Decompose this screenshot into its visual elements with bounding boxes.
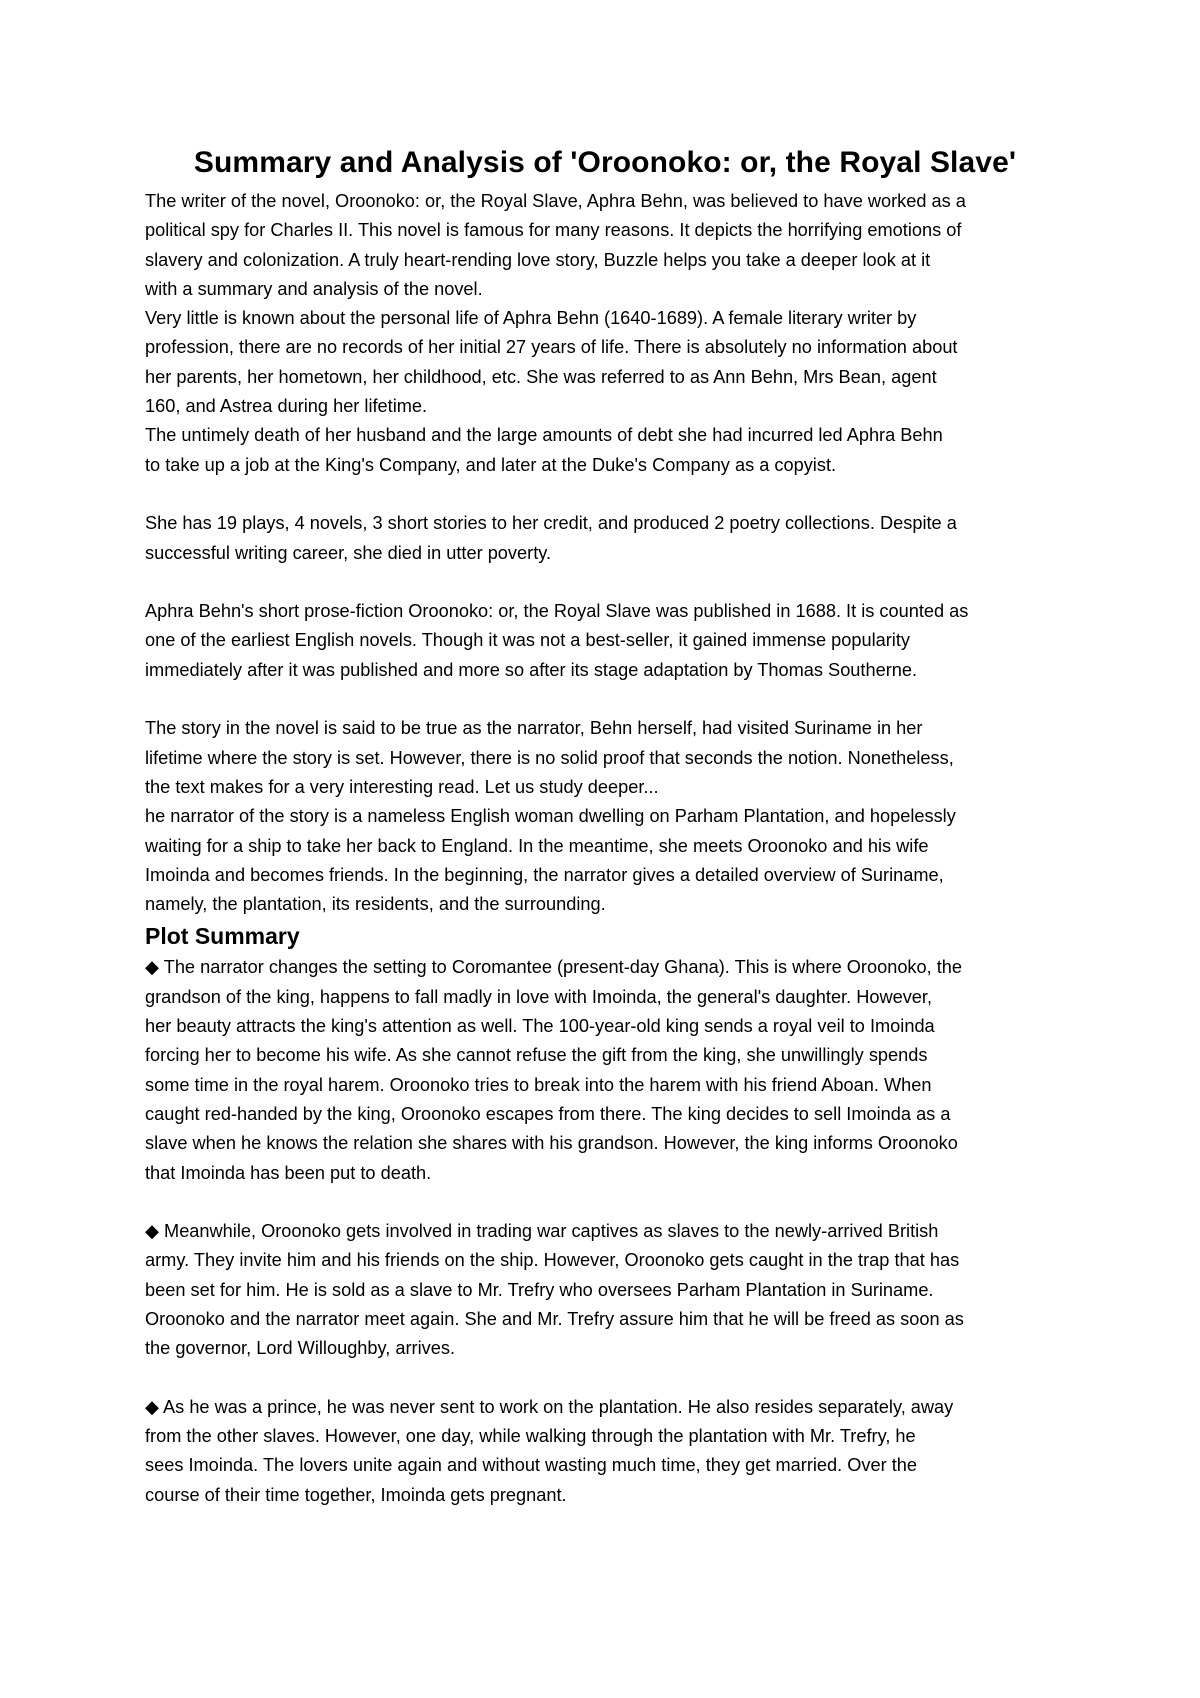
text-line: some time in the royal harem. Oroonoko tries to break into the harem with his friend Aboan. When [145, 1074, 932, 1095]
text-line: to take up a job at the King's Company, and later at the Duke's Company as a copyist. [145, 454, 837, 475]
text-line: waiting for a ship to take her back to England. In the meantime, she meets Oroonoko and his wife [145, 835, 929, 856]
text-line: ◆ Meanwhile, Oroonoko gets involved in trading war captives as slaves to the newly-arrived British [145, 1221, 939, 1242]
text-line: the governor, Lord Willoughby, arrives. [145, 1338, 456, 1359]
text-line: one of the earliest English novels. Though it was not a best-seller, it gained immense popularity [145, 630, 910, 651]
paragraph-gap [145, 1364, 1065, 1393]
plot-paragraph [145, 953, 1065, 1187]
text-line: slavery and colonization. A truly heart-rending love story, Buzzle helps you take a deeper look at it [145, 249, 931, 270]
text-line: course of their time together, Imoinda gets pregnant. [145, 1484, 567, 1505]
text-line: sees Imoinda. The lovers unite again and without wasting much time, they get married. Over the [145, 1455, 918, 1476]
text-line: with a summary and analysis of the novel. [145, 278, 483, 299]
document-title: Summary and Analysis of 'Oroonoko: or, the Royal Slave' [193, 146, 1017, 179]
text-line: the text makes for a very interesting read. Let us study deeper... [145, 776, 659, 797]
text-line: from the other slaves. However, one day, while walking through the plantation with Mr. Trefry, he [145, 1426, 916, 1447]
text-line: Imoinda and becomes friends. In the beginning, the narrator gives a detailed overview of Suriname, [145, 864, 944, 885]
text-line: grandson of the king, happens to fall madly in love with Imoinda, the general's daughter. However, [145, 986, 933, 1007]
text-line: army. They invite him and his friends on the ship. However, Oroonoko gets caught in the trap that has [145, 1250, 960, 1271]
text-line: namely, the plantation, its residents, and the surrounding. [145, 894, 606, 915]
story-paragraph [145, 714, 1065, 919]
plot-paragraph [145, 1393, 1065, 1510]
text-line: her parents, her hometown, her childhood, etc. She was referred to as Ann Behn, Mrs Bean, agent [145, 366, 937, 387]
text-line: profession, there are no records of her initial 27 years of life. There is absolutely no information about [145, 337, 958, 358]
text-line: that Imoinda has been put to death. [145, 1162, 432, 1183]
intro-paragraph [145, 187, 1065, 480]
text-line: The untimely death of her husband and the large amounts of debt she had incurred led Aphra Behn [145, 425, 943, 446]
paragraph-gap [145, 685, 1065, 714]
text-line: She has 19 plays, 4 novels, 3 short stories to her credit, and produced 2 poetry collections. Despite a [145, 513, 957, 534]
paragraph-gap [145, 1188, 1065, 1217]
text-line: lifetime where the story is set. However, there is no solid proof that seconds the notion. Nonetheless, [145, 747, 954, 768]
document-content [145, 143, 1065, 1510]
publication-paragraph [145, 597, 1065, 685]
text-line: been set for him. He is sold as a slave to Mr. Trefry who oversees Parham Plantation in Suriname. [145, 1279, 934, 1300]
text-line: ◆ The narrator changes the setting to Coromantee (present-day Ghana). This is where Oroonoko, the [145, 957, 963, 978]
text-line: immediately after it was published and more so after its stage adaptation by Thomas Southerne. [145, 659, 918, 680]
plot-summary-heading: Plot Summary [145, 923, 300, 950]
text-line: Oroonoko and the narrator meet again. She and Mr. Trefry assure him that he will be freed as soon as [145, 1308, 964, 1329]
text-line: her beauty attracts the king's attention as well. The 100-year-old king sends a royal veil to Imoinda [145, 1016, 935, 1037]
text-line: political spy for Charles II. This novel is famous for many reasons. It depicts the horrifying emotions of [145, 220, 962, 241]
text-line: slave when he knows the relation she shares with his grandson. However, the king informs Oroonoko [145, 1133, 958, 1154]
text-line: Aphra Behn's short prose-fiction Oroonoko: or, the Royal Slave was published in 1688. It is counted as [145, 601, 969, 622]
paragraph-gap [145, 568, 1065, 597]
text-line: he narrator of the story is a nameless English woman dwelling on Parham Plantation, and hopelessly [145, 806, 956, 827]
text-line: The writer of the novel, Oroonoko: or, the Royal Slave, Aphra Behn, was believed to have worked as a [145, 191, 966, 211]
works-paragraph [145, 509, 1065, 568]
text-line: 160, and Astrea during her lifetime. [145, 396, 428, 417]
paragraph-gap [145, 480, 1065, 509]
plot-paragraph [145, 1217, 1065, 1363]
text-line: forcing her to become his wife. As she cannot refuse the gift from the king, she unwillingly spends [145, 1045, 928, 1066]
text-line: ◆ As he was a prince, he was never sent to work on the plantation. He also resides separately, away [145, 1396, 954, 1417]
text-line: Very little is known about the personal life of Aphra Behn (1640-1689). A female literary writer by [145, 308, 917, 329]
text-line: caught red-handed by the king, Oroonoko escapes from there. The king decides to sell Imoinda as a [145, 1103, 951, 1124]
text-line: successful writing career, she died in utter poverty. [145, 542, 552, 563]
text-line: The story in the novel is said to be true as the narrator, Behn herself, had visited Suriname in her [145, 718, 923, 739]
